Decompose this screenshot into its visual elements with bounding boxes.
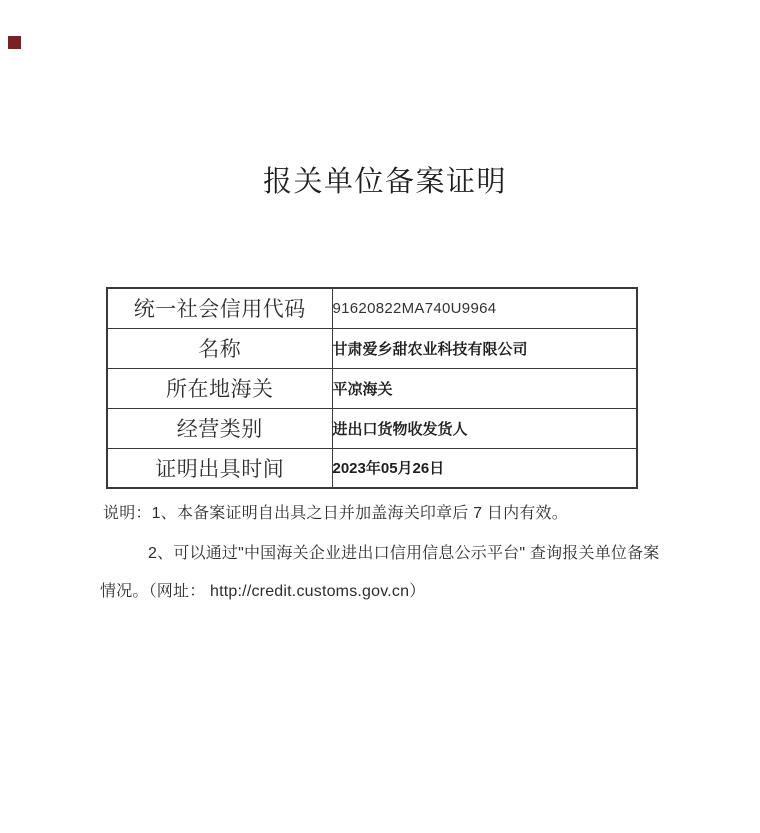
table-row: [107, 368, 637, 408]
row-value-business-category: 进出口货物收发货人: [332, 408, 637, 448]
row-label-credit-code: 统一社会信用代码: [107, 288, 332, 328]
row-label-business-category: 经营类别: [107, 408, 332, 448]
table-row: [107, 408, 637, 448]
note-line-3: 情况。（网址： http://credit.customs.gov.cn）: [100, 583, 426, 600]
document-title: 报关单位备案证明: [262, 166, 507, 198]
red-corner-mark: [8, 36, 21, 49]
row-label-customs-office: 所在地海关: [107, 368, 332, 408]
table-row: [107, 328, 637, 368]
row-value-customs-office: 平凉海关: [332, 368, 637, 408]
row-label-name: 名称: [107, 328, 332, 368]
registration-table: [106, 287, 638, 489]
table-row: [107, 448, 637, 488]
note-line-1: 说明：1、本备案证明自出具之日并加盖海关印章后 7 日内有效。: [103, 505, 568, 522]
row-value-credit-code: 91620822MA740U9964: [332, 288, 637, 328]
row-value-name: 甘肃爱乡甜农业科技有限公司: [332, 328, 637, 368]
row-value-issue-date: 2023年05月26日: [332, 448, 637, 488]
row-label-issue-date: 证明出具时间: [107, 448, 332, 488]
note-line-2: 2、可以通过"中国海关企业进出口信用信息公示平台" 查询报关单位备案: [148, 545, 660, 562]
table-row: [107, 288, 637, 328]
